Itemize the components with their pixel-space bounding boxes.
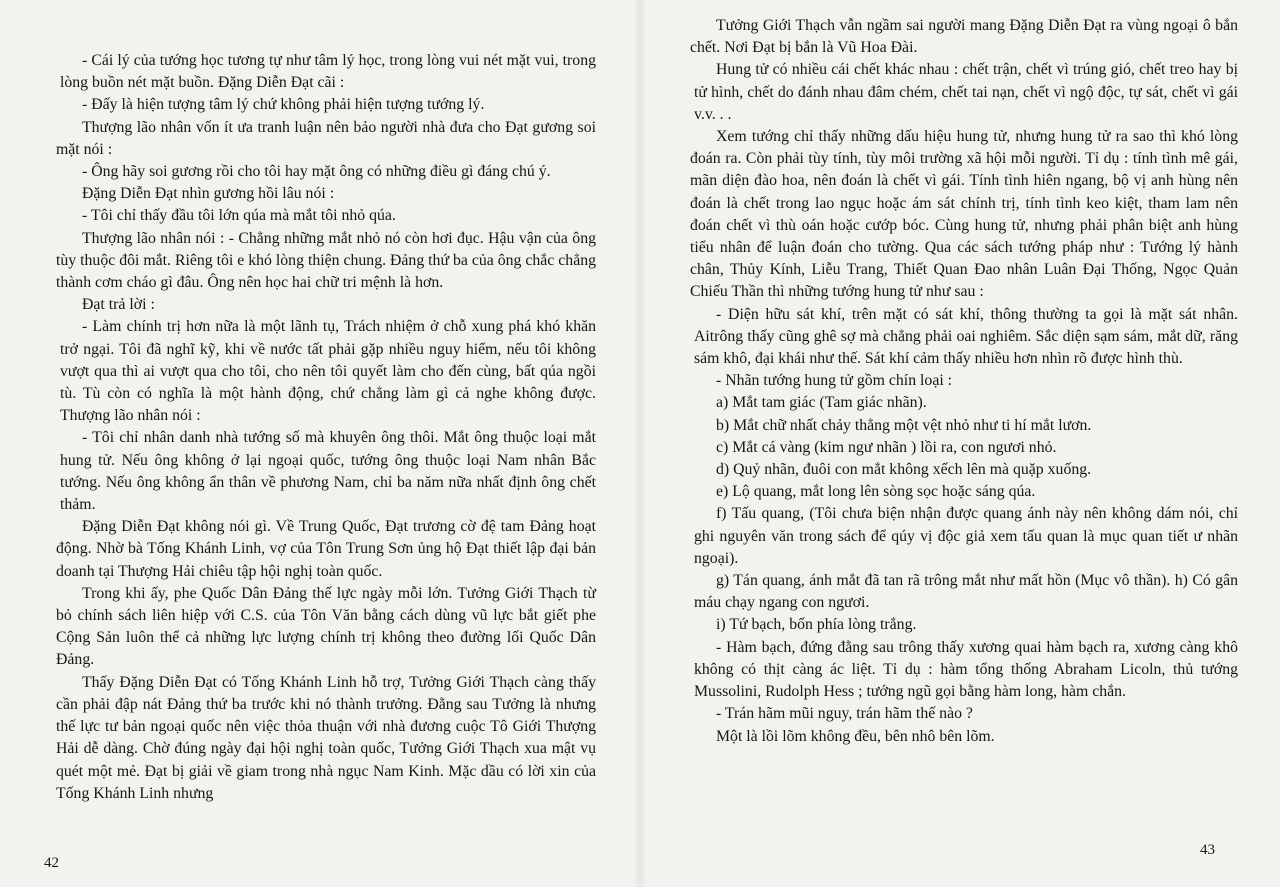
list-item: g) Tán quang, ánh mắt đã tan rã trông mắt như mất hồn (Mục vô thần). h) Có gân máu chạy ngang con ngươi. — [694, 572, 1238, 612]
paragraph: Xem tướng chỉ thấy những dấu hiệu hung tử, nhưng hung tử ra sao thì khó lòng đoán ra. Còn phải tùy tính, tùy môi trường xã hội mỗi người. Tỉ dụ : tính tình mê gái, mãn diện đào hoa, nên đoán là chết vì gái. Tính tình hiên ngang, bộ vị anh hùng nên đoán là chết trong lao ngục hoặc ám sát chính trị, tính tình keo kiệt, tham lam nên đoán chết vì thù oán hoặc cướp bóc. Cùng hung tử, nhưng phải phân biệt anh hùng tiểu nhân để luận đoán cho tường. Qua các sách tướng pháp như : Tướng lý hành chân, Thủy Kính, Liễu Trang, Thiết Quan Đao nhân Luân Đại Thống, Ngọc Quản Chiếu Thần thì những tướng hung tử như sau : — [690, 128, 1238, 301]
paragraph: Thấy Đặng Diễn Đạt có Tống Khánh Linh hỗ trợ, Tưởng Giới Thạch càng thấy cần phải đập nát Đảng thứ ba trước khi nó thành trưởng. Đằng sau Tưởng là nhưng thế lực tư bản ngoại quốc nên việc thỏa thuận với nhà đương cuộc Tô Giới Thượng Hải dễ dàng. Chờ đúng ngày đại hội nghị toàn quốc, Tưởng Giới Thạch xua mật vụ quét một mẻ. Đạt bị giải về giam trong nhà ngục Nam Kinh. Mặc dầu có lời xin của Tống Khánh Linh nhưng — [56, 673, 596, 802]
list-item: d) Quỷ nhãn, đuôi con mắt không xếch lên mà quặp xuống. — [716, 461, 1092, 479]
list-item: i) Tứ bạch, bốn phía lòng trắng. — [716, 616, 917, 634]
list-item: a) Mắt tam giác (Tam giác nhãn). — [716, 394, 927, 412]
list-item: e) Lộ quang, mắt long lên sòng sọc hoặc sáng qúa. — [716, 483, 1036, 501]
paragraph: Thượng lão nhân vốn ít ưa tranh luận nên bảo người nhà đưa cho Đạt gương soi mặt nói : — [56, 118, 596, 158]
paragraph: - Cái lý của tướng học tương tự như tâm lý học, trong lòng vui nét mặt vui, trong lòng buồn nét mặt buồn. Đặng Diễn Đạt cãi : — [60, 52, 596, 92]
paragraph: - Nhãn tướng hung tử gồm chín loại : — [716, 372, 953, 390]
list-item: f) Tấu quang, (Tôi chưa biện nhận được quang ánh này nên không dám nói, chỉ ghi nguyên văn trong sách để qúy vị độc giả xem tấu quan là mục quan tiết ư nhãn ngoại). — [694, 505, 1238, 567]
left-page-text — [56, 50, 596, 805]
paragraph: - Tôi chỉ thấy đầu tôi lớn qúa mà mắt tôi nhỏ qúa. — [82, 207, 396, 225]
paragraph: Thượng lão nhân nói : - Chẳng những mắt nhỏ nó còn hơi đục. Hậu vận của ông tùy thuộc đôi mắt. Riêng tôi e khó lòng thiện chung. Đảng thứ ba của ông chắc chẳng thành cơm cháo gì đâu. Ông nên học hai chữ tri mệnh là hơn. — [56, 229, 596, 292]
page-number: 43 — [1200, 842, 1215, 858]
paragraph: - Diện hữu sát khí, trên mặt có sát khí, thông thường ta gọi là mặt sát nhân. Aitrông thấy cũng ghê sợ mà chẳng phải oai nghiêm. Sắc diện sạm sám, mắt dữ, răng sám khô, đại khái như thế. Sát khí cảm thấy nhiều hơn nhìn rõ được hình thù. — [694, 305, 1238, 368]
paragraph: Một là lồi lõm không đều, bên nhô bên lõm. — [716, 727, 995, 745]
list-item: c) Mắt cá vàng (kim ngư nhãn ) lồi ra, con ngươi nhỏ. — [716, 438, 1057, 456]
paragraph: - Hàm bạch, đứng đằng sau trông thấy xương quai hàm bạch ra, xương càng khô không có thịt càng ác liệt. Tỉ dụ : hàm tổng thống Abraham Licoln, thủ tướng Mussolini, Rudolph Hess ; tướng ngũ gọi bằng hàm long, hàm chắn. — [694, 638, 1238, 701]
paragraph: Hung tử có nhiều cái chết khác nhau : chết trận, chết vì trúng gió, chết treo hay bị tử hình, chết do đánh nhau đâm chém, chết tai nạn, chết vì ngộ độc, tự sát, chết vì gái v.v. . . — [694, 61, 1238, 123]
paragraph: - Tôi chỉ nhân danh nhà tướng số mà khuyên ông thôi. Mắt ông thuộc loại mắt hung tử. Nếu ông không ở lại ngoại quốc, tướng ông thuộc loại Nam nhân Bắc tướng. Nếu ông không ẩn thân về phương Nam, chỉ ba năm nữa nhất định ông chết thảm. — [60, 429, 596, 514]
paragraph: Đặng Diễn Đạt không nói gì. Về Trung Quốc, Đạt trương cờ đệ tam Đảng hoạt động. Nhờ bà Tống Khánh Linh, vợ của Tôn Trung Sơn ủng hộ Đạt thiết lập đại bản doanh tại Thượng Hải chiêu tập hội nghị toàn quốc. — [56, 518, 596, 580]
paragraph: - Làm chính trị hơn nữa là một lãnh tụ, Trách nhiệm ở chỗ xung phá khó khăn trở ngại. Tôi đã nghĩ kỹ, khi về nước tất phải gặp nhiều nguy hiểm, nếu tôi không vượt qua thì ai vượt qua cho tôi, cho nên tôi quyết làm cho đến cùng, bất qúa ngồi tù. Tù còn có nghĩa là một hành động, chứ chẳng làm gì cả nghe không được. Thượng lão nhân nói : — [60, 318, 596, 425]
paragraph: Đặng Diễn Đạt nhìn gương hồi lâu nói : — [82, 185, 335, 203]
page-number: 42 — [44, 855, 59, 871]
paragraph: Tưởng Giới Thạch vẫn ngầm sai người mang Đặng Diễn Đạt ra vùng ngoại ô bắn chết. Nơi Đạt bị bắn là Vũ Hoa Đài. — [690, 17, 1238, 57]
right-page-text — [690, 15, 1238, 748]
paragraph: Đạt trả lời : — [82, 296, 155, 314]
paragraph: - Đấy là hiện tượng tâm lý chứ không phải hiện tượng tướng lý. — [82, 96, 485, 114]
list-item: b) Mắt chữ nhất chảy thẳng một vệt nhỏ như ti hí mắt lươn. — [716, 416, 1092, 434]
right-page — [640, 0, 1280, 887]
paragraph: Trong khi ấy, phe Quốc Dân Đảng thế lực ngày mỗi lớn. Tưởng Giới Thạch từ bỏ chính sách liên hiệp với C.S. của Tôn Văn bằng cách dùng vũ lực bắt giết phe Cộng Sản luôn thể cả những lực lượng chính trị không theo đường lối Quốc Dân Đảng. — [56, 584, 596, 669]
paragraph: - Trán hãm mũi nguy, trán hãm thế nào ? — [716, 705, 973, 723]
paragraph: - Ông hãy soi gương rồi cho tôi hay mặt ông có những điều gì đáng chú ý. — [82, 163, 551, 181]
